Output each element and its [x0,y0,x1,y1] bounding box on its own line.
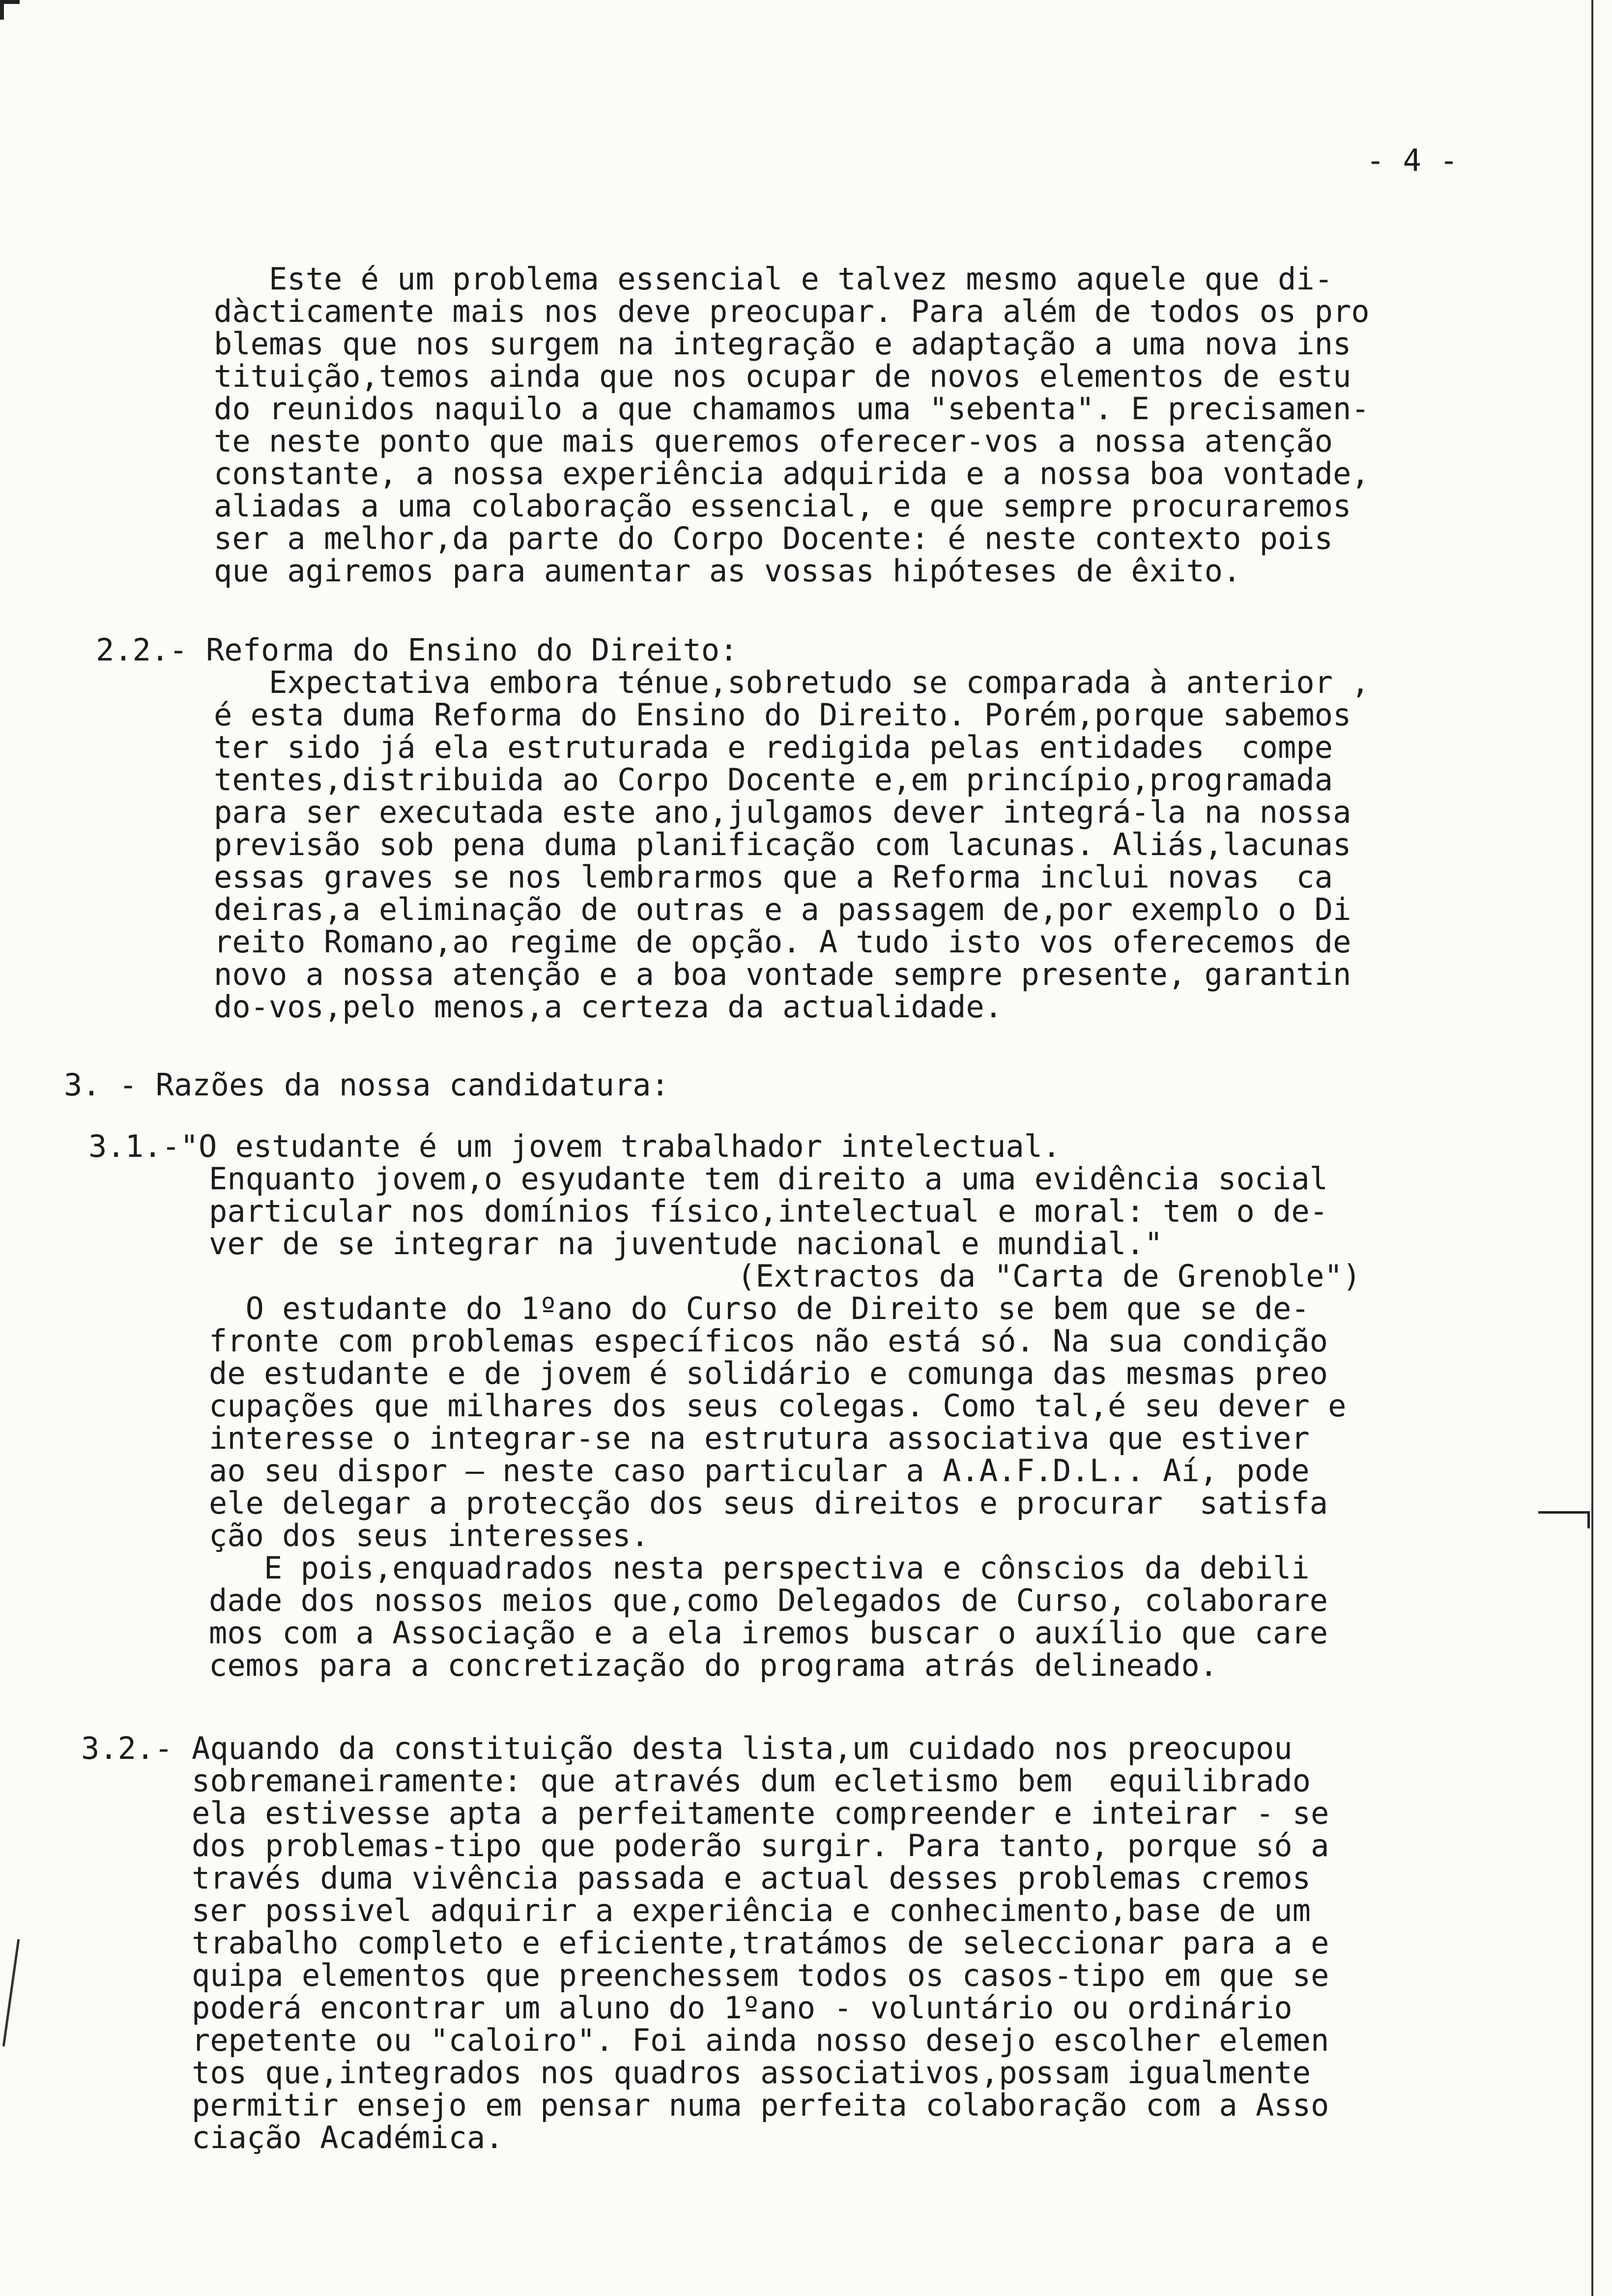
text-line: repetente ou "caloiro". Foi ainda nosso desejo escolher elemen [192,2022,1329,2058]
text-line: E pois,enquadrados nesta perspectiva e cônscios da debili [209,1550,1310,1586]
text-line: do reunidos naquilo a que chamamos uma "sebenta". E precisamen- [214,391,1370,427]
section-3-2-body [192,1732,1329,2154]
text-line: interesse o integrar-se na estrutura associativa que estiver [209,1420,1310,1456]
text-line: permitir ensejo em pensar numa perfeita colaboração com a Asso [192,2087,1329,2123]
text-line: ser a melhor,da parte do Corpo Docente: é neste contexto pois [214,520,1333,556]
text-line: blemas que nos surgem na integração e adaptação a uma nova ins [214,326,1352,362]
section-2-2-body [214,666,1370,1023]
text-line: Expectativa embora ténue,sobretudo se comparada à anterior , [214,664,1370,700]
text-line: fronte com problemas específicos não está só. Na sua condição [209,1323,1328,1359]
text-line: dàcticamente mais nos deve preocupar. Para além de todos os pro [214,293,1370,329]
text-line: ele delegar a protecção dos seus direitos e procurar satisfa [209,1485,1328,1521]
text-line: sobremaneiramente: que através dum ecletismo bem equilibrado [192,1763,1311,1799]
text-line: dos problemas-tipo que poderão surgir. Para tanto, porque só a [192,1828,1329,1864]
text-line: través duma vivência passada e actual desses problemas cremos [192,1860,1311,1896]
text-line: cupações que milhares dos seus colegas. Como tal,é seu dever e [209,1388,1347,1424]
section-3-1-body [209,1292,1346,1682]
text-line: te neste ponto que mais queremos oferecer-vos a nossa atenção [214,423,1333,459]
text-line: Enquanto jovem,o esyudante tem direito a uma evidência social [209,1161,1328,1197]
margin-bracket-mark [1538,1511,1590,1528]
text-line: do-vos,pelo menos,a certeza da actualidade. [214,989,1003,1025]
text-line: previsão sob pena duma planificação com lacunas. Aliás,lacunas [214,827,1352,862]
quote-source [737,1260,1361,1292]
text-line: ciação Académica. [192,2120,504,2155]
text-line: reito Romano,ao regime de opção. A tudo isto vos oferecemos de [214,924,1352,960]
text-line: poderá encontrar um aluno do 1ºano - voluntário ou ordinário [192,1990,1293,2026]
section-heading: 2.2.- Reforma do Ensino do Direito: [96,632,738,668]
text-line: tentes,distribuida ao Corpo Docente e,em princípio,programada [214,762,1333,798]
text-line: que agiremos para aumentar as vossas hipóteses de êxito. [214,553,1241,589]
text-line: de estudante e de jovem é solidário e comunga das mesmas preo [209,1355,1328,1391]
text-line: Aquando da constituição desta lista,um cuidado nos preocupou [192,1730,1293,1766]
text-line: Este é um problema essencial e talvez mesmo aquele que di- [214,261,1333,297]
text-line: constante, a nossa experiência adquirida e a nossa boa vontade, [214,456,1370,491]
section-heading: 3.1.-"O estudante é um jovem trabalhador intelectual. [88,1128,1061,1164]
text-line: particular nos domínios físico,intelectual e moral: tem o de- [209,1193,1328,1229]
text-line: tos que,integrados nos quadros associativos,possam igualmente [192,2055,1311,2091]
text-line: essas graves se nos lembrarmos que a Reforma inclui novas ca [214,859,1333,895]
section-heading: 3. - Razões da nossa candidatura: [64,1067,669,1103]
section-3-heading [64,1069,669,1101]
text-line: ver de se integrar na juventude nacional e mundial." [209,1226,1163,1262]
text-line: ela estivesse apta a perfeitamente compreender e inteirar - se [192,1795,1329,1831]
section-heading: 3.2.- [81,1730,173,1766]
section-2-2-heading [96,634,738,666]
text-line: aliadas a uma colaboração essencial, e que sempre procuraremos [214,488,1352,524]
text-line: O estudante do 1ºano do Curso de Direito se bem que se de- [209,1291,1310,1326]
text-line: deiras,a eliminação de outras e a passagem de,por exemplo o Di [214,891,1352,927]
text-line: é esta duma Reforma do Ensino do Direito. Porém,porque sabemos [214,697,1352,733]
text-line: para ser executada este ano,julgamos dever integrá-la na nossa [214,794,1352,830]
section-3-1-heading [88,1130,1061,1163]
text-line: mos com a Associação e a ela iremos buscar o auxílio que care [209,1615,1328,1651]
text-line: ter sido já ela estruturada e redigida pelas entidades compe [214,729,1333,765]
text-line: ao seu dispor — neste caso particular a A.A.F.D.L.. Aí, pode [209,1453,1310,1489]
paragraph-intro [214,263,1370,587]
text-line: trabalho completo e eficiente,tratámos de seleccionar para a e [192,1925,1329,1961]
pen-stroke-mark [2,1939,20,2047]
text-line: cemos para a concretização do programa atrás delineado. [209,1647,1218,1683]
text-line: ção dos seus interesses. [209,1518,649,1553]
text-line: ser possivel adquirir a experiência e conhecimento,base de um [192,1893,1311,1928]
page-number: - 4 - [1366,143,1458,178]
text-line: dade dos nossos meios que,como Delegados de Curso, colaborare [209,1582,1328,1618]
text-line: (Extractos da "Carta de Grenoble") [737,1258,1361,1294]
text-line: quipa elementos que preenchessem todos os casos-tipo em que se [192,1957,1329,1993]
text-line: novo a nossa atenção e a boa vontade sempre presente, garantin [214,956,1352,992]
corner-mark [0,0,4,20]
section-3-1-quote [209,1163,1328,1260]
text-line: tituição,temos ainda que nos ocupar de novos elementos de estu [214,358,1352,394]
page-edge-line [1591,0,1593,2296]
section-3-2-heading [81,1732,173,1765]
